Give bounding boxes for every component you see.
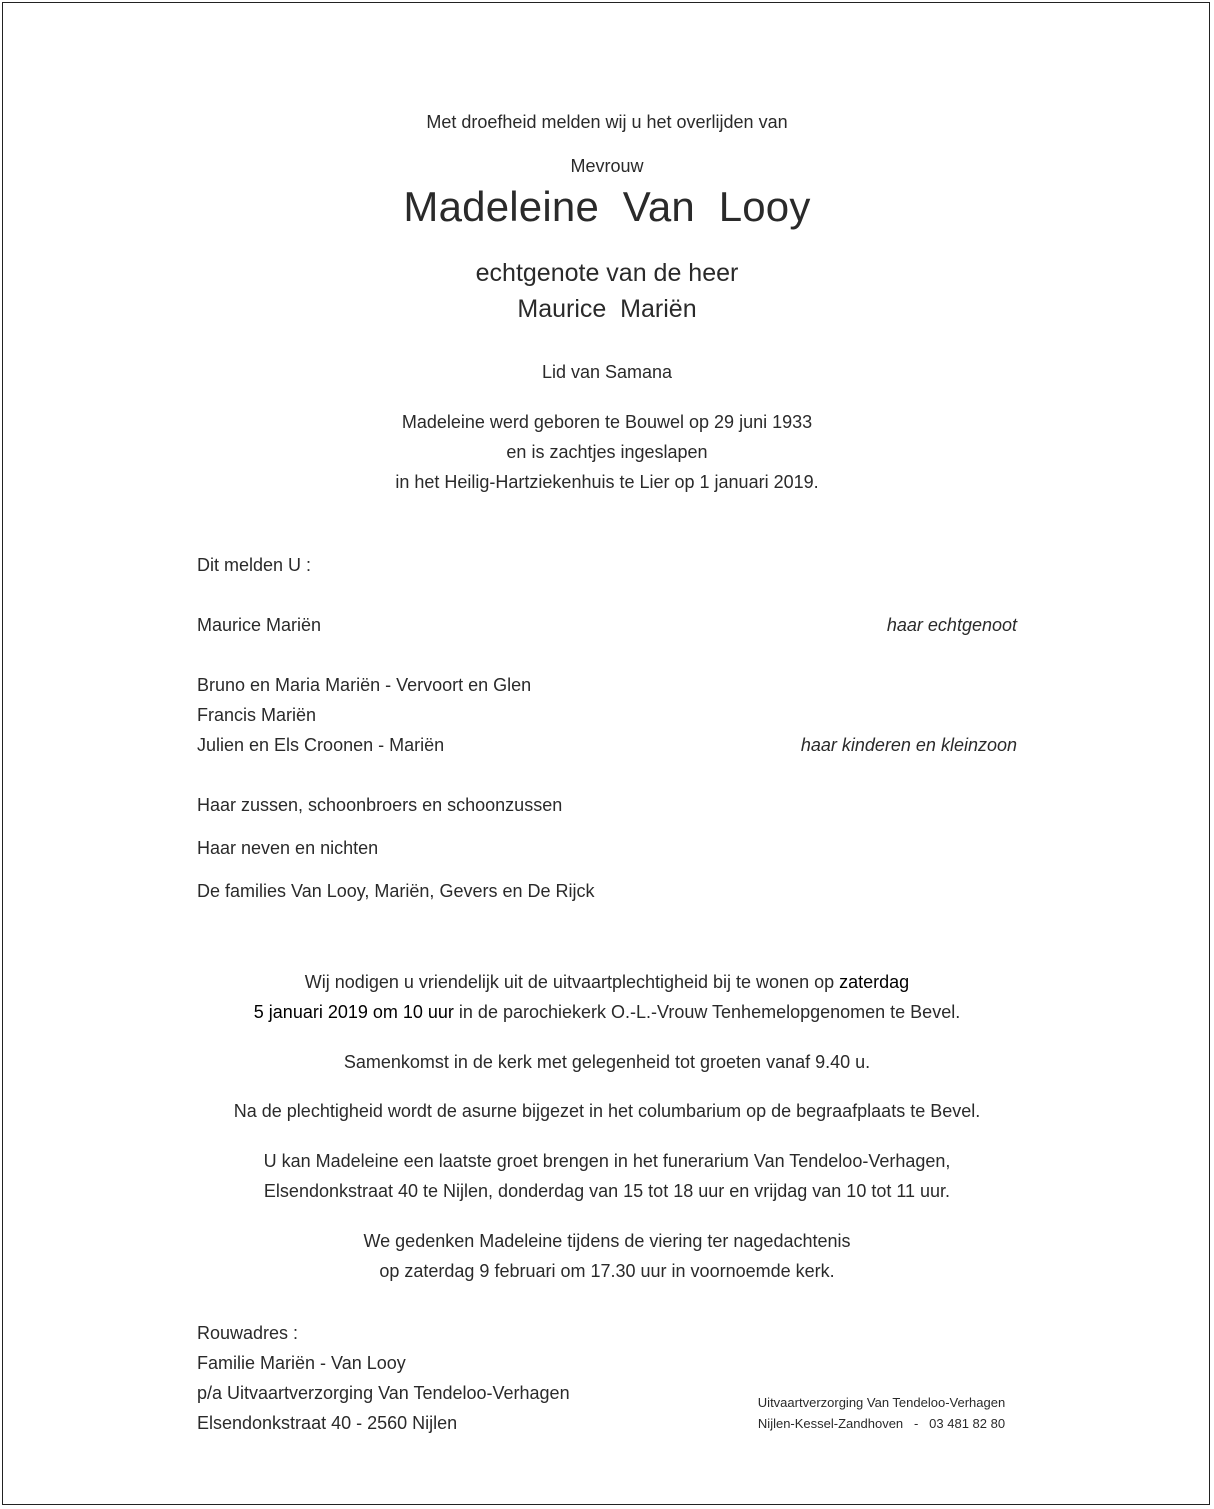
bio-line-1: Madeleine werd geboren te Bouwel op 29 juni 1933 xyxy=(401,412,813,432)
spouse-name: Maurice Mariën xyxy=(517,295,697,323)
announcer-cousins: Haar neven en nichten xyxy=(197,838,379,858)
announcer-child: Bruno en Maria Mariën - Vervoort en Glen xyxy=(197,675,532,695)
ceremony-invite-line-1 xyxy=(0,972,1214,993)
undertaker-name: Uitvaartverzorging Van Tendeloo-Verhagen xyxy=(757,1395,1006,1410)
ceremony-location: in de parochiekerk O.-L.-Vrouw Tenhemelopgenomen te Bevel. xyxy=(453,1002,961,1022)
announcer-siblings: Haar zussen, schoonbroers en schoonzussen xyxy=(197,795,563,815)
spouse-intro: echtgenote van de heer xyxy=(475,259,739,287)
address-line-3: Elsendonkstraat 40 - 2560 Nijlen xyxy=(197,1413,458,1433)
ceremony-date: 5 januari 2019 om 10 uur xyxy=(253,1002,454,1022)
bio-line-2: en is zachtjes ingeslapen xyxy=(506,442,708,462)
farewell-line-2: Elsendonkstraat 40 te Nijlen, donderdag van 15 tot 18 uur en vrijdag van 10 tot 11 uur. xyxy=(263,1181,951,1201)
announcer-child: Julien en Els Croonen - Mariën xyxy=(197,735,445,755)
announcer-spouse: Maurice Mariën xyxy=(197,615,322,635)
memorial-line-2: op zaterdag 9 februari om 17.30 uur in voornoemde kerk. xyxy=(379,1261,835,1281)
farewell-line-1: U kan Madeleine een laatste groet brengen in het funerarium Van Tendeloo-Verhagen, xyxy=(263,1151,951,1171)
deceased-name: Madeleine Van Looy xyxy=(403,183,811,230)
announcer-children-role: haar kinderen en kleinzoon xyxy=(800,735,1017,755)
title-prefix: Mevrouw xyxy=(570,156,644,176)
announcer-families: De families Van Looy, Mariën, Gevers en De Rijck xyxy=(197,881,595,901)
urn-text: Na de plechtigheid wordt de asurne bijgezet in het columbarium op de begraafplaats te Bevel. xyxy=(233,1101,981,1121)
announcers-heading: Dit melden U : xyxy=(197,555,312,575)
address-line-1: Familie Mariën - Van Looy xyxy=(197,1353,406,1373)
intro-text: Met droefheid melden wij u het overlijden van xyxy=(426,112,788,132)
address-heading: Rouwadres : xyxy=(197,1323,299,1343)
undertaker-details: Nijlen-Kessel-Zandhoven - 03 481 82 80 xyxy=(757,1416,1006,1431)
announcer-spouse-role: haar echtgenoot xyxy=(886,615,1017,635)
address-line-2: p/a Uitvaartverzorging Van Tendeloo-Verhagen xyxy=(197,1383,570,1403)
membership: Lid van Samana xyxy=(541,362,673,382)
gathering-text: Samenkomst in de kerk met gelegenheid tot groeten vanaf 9.40 u. xyxy=(343,1052,871,1072)
announcer-child: Francis Mariën xyxy=(197,705,317,725)
ceremony-day: zaterdag xyxy=(839,972,910,992)
bio-line-3: in het Heilig-Hartziekenhuis te Lier op 1 januari 2019. xyxy=(395,472,819,492)
memorial-line-1: We gedenken Madeleine tijdens de viering ter nagedachtenis xyxy=(363,1231,851,1251)
ceremony-invite-line-2 xyxy=(0,1002,1214,1023)
ceremony-invite-text: Wij nodigen u vriendelijk uit de uitvaartplechtigheid bij te wonen op xyxy=(304,972,840,992)
